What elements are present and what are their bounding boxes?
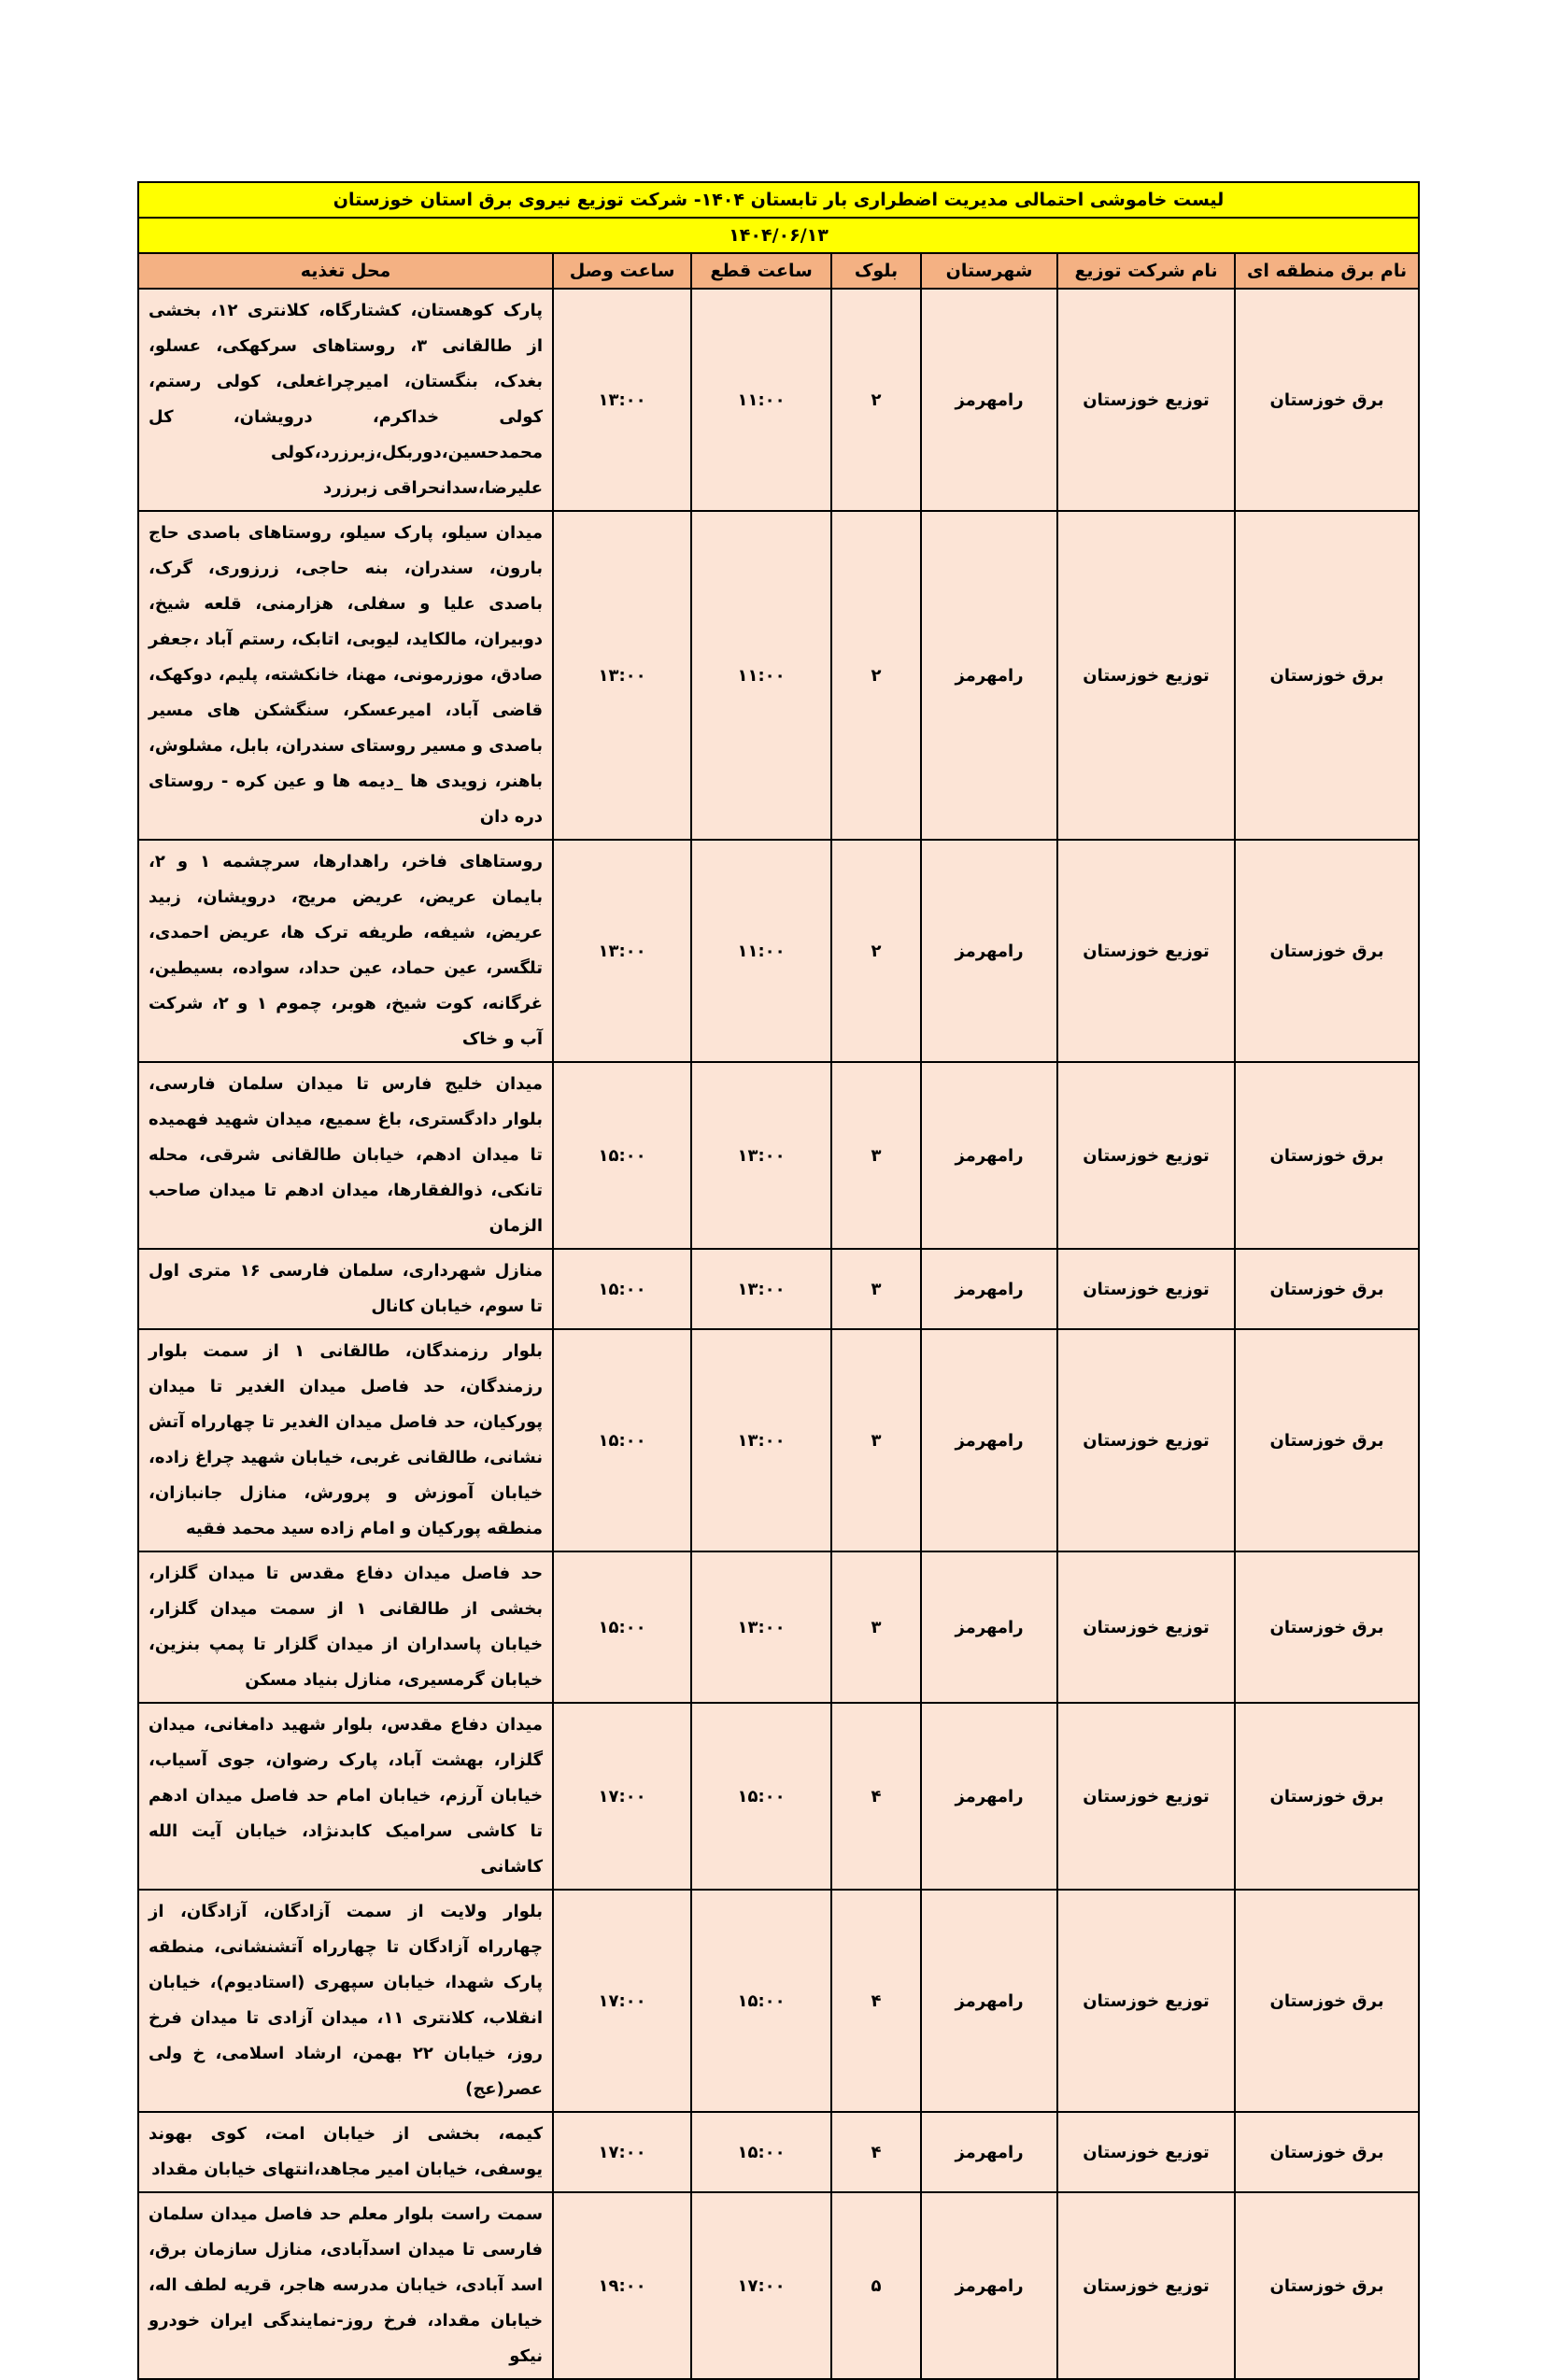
connect-time-cell: ۱۷:۰۰ — [553, 2112, 691, 2192]
table-row — [138, 1890, 1419, 2112]
cut-time-cell: ۱۵:۰۰ — [691, 1890, 831, 2112]
connect-time-cell: ۱۵:۰۰ — [553, 1062, 691, 1249]
table-row — [138, 1703, 1419, 1890]
table-row — [138, 1062, 1419, 1249]
table-row — [138, 289, 1419, 511]
connect-time-cell: ۱۳:۰۰ — [553, 289, 691, 511]
connect-time-cell: ۱۳:۰۰ — [553, 511, 691, 840]
regional-cell: برق خوزستان — [1235, 2192, 1419, 2379]
regional-cell: برق خوزستان — [1235, 2112, 1419, 2192]
city-cell: رامهرمز — [921, 1890, 1057, 2112]
cut-time-cell: ۱۱:۰۰ — [691, 289, 831, 511]
cut-time-cell: ۱۳:۰۰ — [691, 1329, 831, 1551]
company-cell: توزیع خوزستان — [1057, 1551, 1235, 1703]
cut-time-cell: ۱۷:۰۰ — [691, 2192, 831, 2379]
block-cell: ۲ — [831, 289, 921, 511]
area-cell: بلوار ولایت از سمت آزادگان، آزادگان، از چهارراه آزادگان تا چهارراه آتشنشانی، منطقه پارک شهدا، خیابان سپهری (استادیوم)، خیابان انقلاب، کلانتری ۱۱، میدان آزادی تا میدان فرخ روز، خیابان ۲۲ بهمن، ارشاد اسلامی، خ ولی عصر(عج) — [138, 1890, 553, 2112]
company-cell: توزیع خوزستان — [1057, 1329, 1235, 1551]
regional-cell: برق خوزستان — [1235, 511, 1419, 840]
company-cell: توزیع خوزستان — [1057, 1890, 1235, 2112]
connect-time-cell: ۱۵:۰۰ — [553, 1329, 691, 1551]
block-cell: ۴ — [831, 2112, 921, 2192]
header-city: شهرستان — [921, 253, 1057, 289]
city-cell: رامهرمز — [921, 1551, 1057, 1703]
area-cell: میدان خلیج فارس تا میدان سلمان فارسی، بلوار دادگستری، باغ سمیع، میدان شهید فهمیده تا میدان ادهم، خیابان طالقانی شرقی، محله تانکی، ذوالفقارها، میدان ادهم تا میدان صاحب الزمان — [138, 1062, 553, 1249]
outage-table — [137, 181, 1420, 2380]
header-regional: نام برق منطقه ای — [1235, 253, 1419, 289]
table-row — [138, 1551, 1419, 1703]
company-cell: توزیع خوزستان — [1057, 289, 1235, 511]
block-cell: ۲ — [831, 840, 921, 1062]
regional-cell: برق خوزستان — [1235, 1062, 1419, 1249]
regional-cell: برق خوزستان — [1235, 1249, 1419, 1329]
cut-time-cell: ۱۳:۰۰ — [691, 1249, 831, 1329]
city-cell: رامهرمز — [921, 1329, 1057, 1551]
outage-schedule-sheet — [137, 181, 1418, 2380]
table-date: ۱۴۰۴/۰۶/۱۳ — [138, 218, 1419, 253]
cut-time-cell: ۱۱:۰۰ — [691, 511, 831, 840]
connect-time-cell: ۱۵:۰۰ — [553, 1249, 691, 1329]
cut-time-cell: ۱۳:۰۰ — [691, 1062, 831, 1249]
block-cell: ۴ — [831, 1703, 921, 1890]
block-cell: ۲ — [831, 511, 921, 840]
regional-cell: برق خوزستان — [1235, 1329, 1419, 1551]
regional-cell: برق خوزستان — [1235, 1890, 1419, 2112]
area-cell: کیمه، بخشی از خیابان امت، کوی بهوند یوسفی، خیابان امیر مجاهد،انتهای خیابان مقداد — [138, 2112, 553, 2192]
area-cell: پارک کوهستان، کشتارگاه، کلانتری ۱۲، بخشی از طالقانی ۳، روستاهای سرکهکی، عسلو، بغدک، بنگستان، امیرچراغعلی، کولی رستم، کولی خداکرم، درویشان، کل محمدحسین،دوربکل،زبرزرد،کولی علیرضا،سدانحراقی زبرزرد — [138, 289, 553, 511]
company-cell: توزیع خوزستان — [1057, 840, 1235, 1062]
company-cell: توزیع خوزستان — [1057, 2192, 1235, 2379]
city-cell: رامهرمز — [921, 2192, 1057, 2379]
city-cell: رامهرمز — [921, 511, 1057, 840]
block-cell: ۳ — [831, 1062, 921, 1249]
city-cell: رامهرمز — [921, 1249, 1057, 1329]
company-cell: توزیع خوزستان — [1057, 1703, 1235, 1890]
header-connect-time: ساعت وصل — [553, 253, 691, 289]
company-cell: توزیع خوزستان — [1057, 1249, 1235, 1329]
city-cell: رامهرمز — [921, 289, 1057, 511]
table-row — [138, 511, 1419, 840]
regional-cell: برق خوزستان — [1235, 1551, 1419, 1703]
regional-cell: برق خوزستان — [1235, 1703, 1419, 1890]
cut-time-cell: ۱۱:۰۰ — [691, 840, 831, 1062]
cut-time-cell: ۱۵:۰۰ — [691, 2112, 831, 2192]
table-row — [138, 1329, 1419, 1551]
city-cell: رامهرمز — [921, 2112, 1057, 2192]
block-cell: ۳ — [831, 1329, 921, 1551]
company-cell: توزیع خوزستان — [1057, 511, 1235, 840]
company-cell: توزیع خوزستان — [1057, 2112, 1235, 2192]
connect-time-cell: ۱۹:۰۰ — [553, 2192, 691, 2379]
header-area: محل تغذیه — [138, 253, 553, 289]
regional-cell: برق خوزستان — [1235, 840, 1419, 1062]
block-cell: ۴ — [831, 1890, 921, 2112]
table-row — [138, 2192, 1419, 2379]
table-row — [138, 840, 1419, 1062]
regional-cell: برق خوزستان — [1235, 289, 1419, 511]
area-cell: روستاهای فاخر، راهدارها، سرچشمه ۱ و ۲، بایمان عریض، عریض مریج، درویشان، زبید عریض، شیفه، طریفه ترک ها، عریض احمدی، تلگسر، عین حماد، عین حداد، سواده، بسیطین، غرگانه، کوت شیخ، هوبر، چموم ۱ و ۲، شرکت آب و خاک — [138, 840, 553, 1062]
block-cell: ۵ — [831, 2192, 921, 2379]
city-cell: رامهرمز — [921, 840, 1057, 1062]
cut-time-cell: ۱۳:۰۰ — [691, 1551, 831, 1703]
area-cell: سمت راست بلوار معلم حد فاصل میدان سلمان فارسی تا میدان اسدآبادی، منازل سازمان برق، اسد آبادی، خیابان مدرسه هاجر، قریه لطف اله، خیابان مقداد، فرخ روز-نمایندگی ایران خودرو نیکو — [138, 2192, 553, 2379]
area-cell: حد فاصل میدان دفاع مقدس تا میدان گلزار، بخشی از طالقانی ۱ از سمت میدان گلزار، خیابان پاسداران از میدان گلزار تا پمپ بنزین، خیابان گرمسیری، منازل بنیاد مسکن — [138, 1551, 553, 1703]
connect-time-cell: ۱۵:۰۰ — [553, 1551, 691, 1703]
city-cell: رامهرمز — [921, 1062, 1057, 1249]
table-row — [138, 1249, 1419, 1329]
area-cell: میدان سیلو، پارک سیلو، روستاهای باصدی حاج بارون، سندران، بنه حاجی، زرزوری، گرک، باصدی علیا و سفلی، هزارمنی، قلعه شیخ، دوبیران، مالکاید، لیوبی، اتابک، رستم آباد ،جعفر صادق، موزرمونی، مهنا، خانکشته، پلیم، دوکهک، قاضی آباد، امیرعسکر، سنگشکن های مسیر باصدی و مسیر روستای سندران، بابل، مشلوش، باهنر، زویدی ها _دیمه ها و عین کره - روستای دره دان — [138, 511, 553, 840]
header-cut-time: ساعت قطع — [691, 253, 831, 289]
connect-time-cell: ۱۷:۰۰ — [553, 1703, 691, 1890]
block-cell: ۳ — [831, 1551, 921, 1703]
area-cell: میدان دفاع مقدس، بلوار شهید دامغانی، میدان گلزار، بهشت آباد، پارک رضوان، جوی آسیاب، خیابان آرزم، خیابان امام حد فاصل میدان ادهم تا کاشی سرامیک کابدنژاد، خیابان آیت الله کاشانی — [138, 1703, 553, 1890]
table-row — [138, 2112, 1419, 2192]
header-company: نام شرکت توزیع — [1057, 253, 1235, 289]
connect-time-cell: ۱۳:۰۰ — [553, 840, 691, 1062]
area-cell: منازل شهرداری، سلمان فارسی ۱۶ متری اول تا سوم، خیابان کانال — [138, 1249, 553, 1329]
block-cell: ۳ — [831, 1249, 921, 1329]
header-block: بلوک — [831, 253, 921, 289]
area-cell: بلوار رزمندگان، طالقانی ۱ از سمت بلوار رزمندگان، حد فاصل میدان الغدیر تا میدان پورکیان، حد فاصل میدان الغدیر تا چهارراه آتش نشانی، طالقانی غربی، خیابان شهید چراغ زاده، خیابان آموزش و پرورش، منازل جانبازان، منطقه پورکیان و امام زاده سید محمد فقیه — [138, 1329, 553, 1551]
city-cell: رامهرمز — [921, 1703, 1057, 1890]
table-title: لیست خاموشی احتمالی مدیریت اضطراری بار تابستان ۱۴۰۴- شرکت توزیع نیروی برق استان خوزستان — [138, 182, 1419, 218]
connect-time-cell: ۱۷:۰۰ — [553, 1890, 691, 2112]
header-row — [138, 253, 1419, 289]
company-cell: توزیع خوزستان — [1057, 1062, 1235, 1249]
cut-time-cell: ۱۵:۰۰ — [691, 1703, 831, 1890]
